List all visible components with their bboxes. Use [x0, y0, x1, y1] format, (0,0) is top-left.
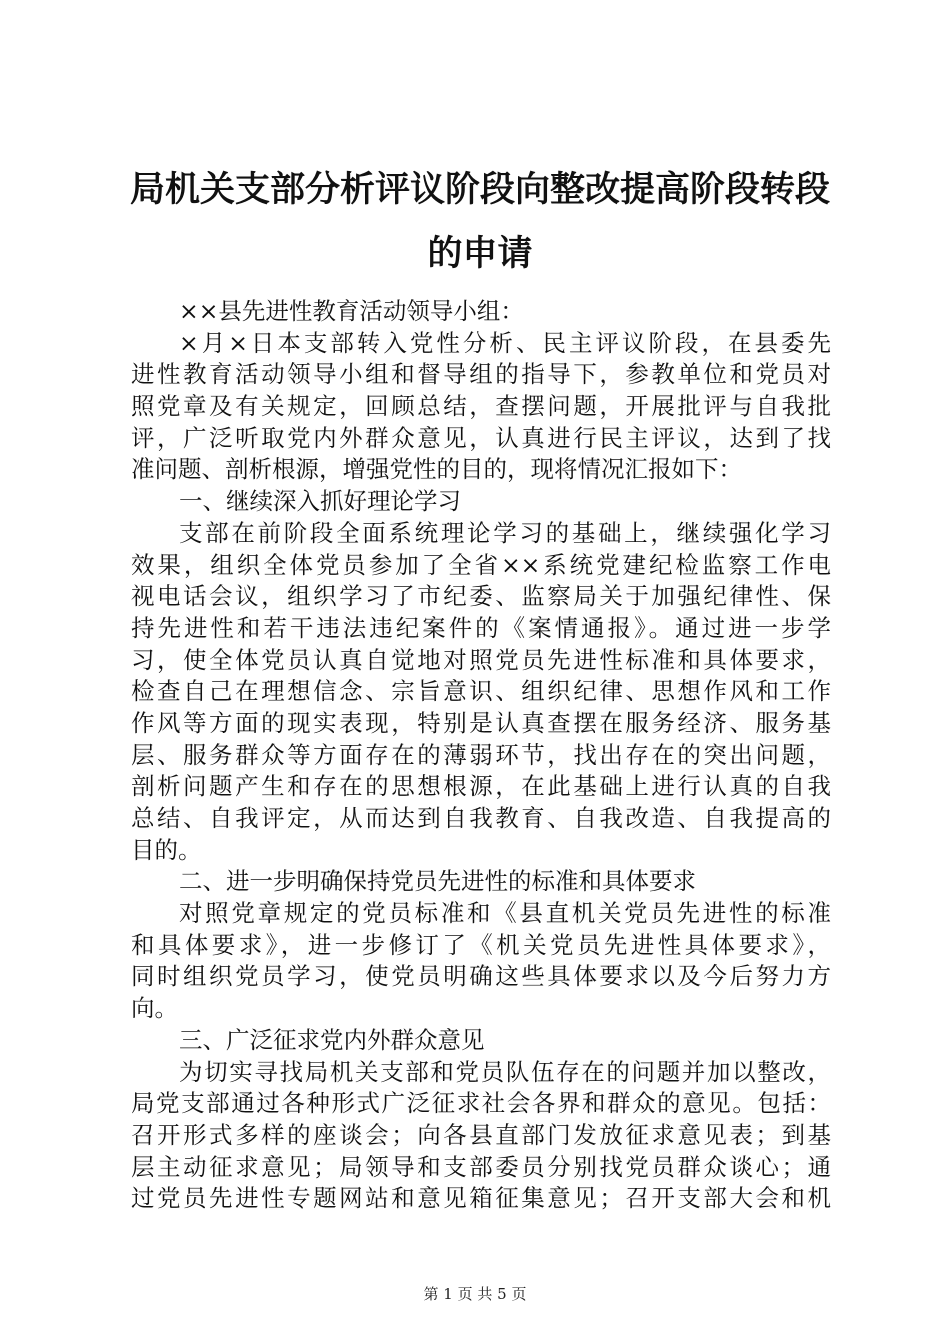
paragraph-line: 效果，组织全体党员参加了全省××系统党建纪检监察工作电 [131, 550, 831, 579]
paragraph-line: 对照党章规定的党员标准和《县直机关党员先进性的标准 [179, 899, 831, 928]
section-heading: 一、继续深入抓好理论学习 [179, 487, 461, 516]
paragraph-line: 为切实寻找局机关支部和党员队伍存在的问题并加以整改， [179, 1057, 831, 1086]
paragraph-line: 剖析问题产生和存在的思想根源，在此基础上进行认真的自我 [131, 772, 831, 801]
paragraph-line: 局党支部通过各种形式广泛征求社会各界和群众的意见。包括： [131, 1089, 831, 1118]
paragraph-line: 支部在前阶段全面系统理论学习的基础上，继续强化学习 [179, 518, 831, 547]
paragraph-line: 准问题、剖析根源，增强党性的目的，现将情况汇报如下： [131, 455, 742, 484]
salutation: ××县先进性教育活动领导小组： [179, 297, 524, 325]
paragraph-line: 召开形式多样的座谈会；向各县直部门发放征求意见表；到基 [131, 1120, 831, 1149]
paragraph-line: 同时组织党员学习，使党员明确这些具体要求以及今后努力方 [131, 962, 831, 991]
paragraph-line: 向。 [131, 994, 178, 1023]
paragraph-line: ×月×日本支部转入党性分析、民主评议阶段，在县委先 [179, 328, 831, 357]
paragraph-line: 评，广泛听取党内外群众意见，认真进行民主评议，达到了找 [131, 423, 831, 452]
title-line-1: 局机关支部分析评议阶段向整改提高阶段转段 [129, 170, 830, 210]
paragraph-line: 持先进性和若干违法违纪案件的《案情通报》。通过进一步学 [131, 613, 831, 642]
paragraph-line: 层主动征求意见；局领导和支部委员分别找党员群众谈心；通 [131, 1152, 831, 1181]
paragraph-line: 视电话会议，组织学习了市纪委、监察局关于加强纪律性、保 [131, 582, 831, 611]
paragraph-line: 习，使全体党员认真自觉地对照党员先进性标准和具体要求， [131, 645, 831, 674]
document-title [110, 158, 850, 286]
section-heading: 二、进一步明确保持党员先进性的标准和具体要求 [179, 867, 696, 896]
paragraph-line: 照党章及有关规定，回顾总结，查摆问题，开展批评与自我批 [131, 392, 831, 421]
paragraph-line: 作风等方面的现实表现，特别是认真查摆在服务经济、服务基 [131, 708, 831, 737]
title-line-2: 的申请 [427, 234, 533, 274]
paragraph-line: 进性教育活动领导小组和督导组的指导下，参教单位和党员对 [131, 360, 831, 389]
paragraph-line: 和具体要求》，进一步修订了《机关党员先进性具体要求》， [131, 930, 831, 959]
paragraph-line: 层、服务群众等方面存在的薄弱环节，找出存在的突出问题， [131, 740, 831, 769]
section-heading: 三、广泛征求党内外群众意见 [179, 1025, 485, 1054]
paragraph-line: 总结、自我评定，从而达到自我教育、自我改造、自我提高的 [131, 804, 831, 832]
document-body [131, 296, 831, 1215]
paragraph-line: 过党员先进性专题网站和意见箱征集意见；召开支部大会和机 [131, 1184, 831, 1213]
paragraph-line: 目的。 [131, 835, 202, 864]
page-number-footer: 第 1 页 共 5 页 [423, 1285, 527, 1303]
paragraph-line: 检查自己在理想信念、宗旨意识、组织纪律、思想作风和工作 [131, 677, 831, 706]
